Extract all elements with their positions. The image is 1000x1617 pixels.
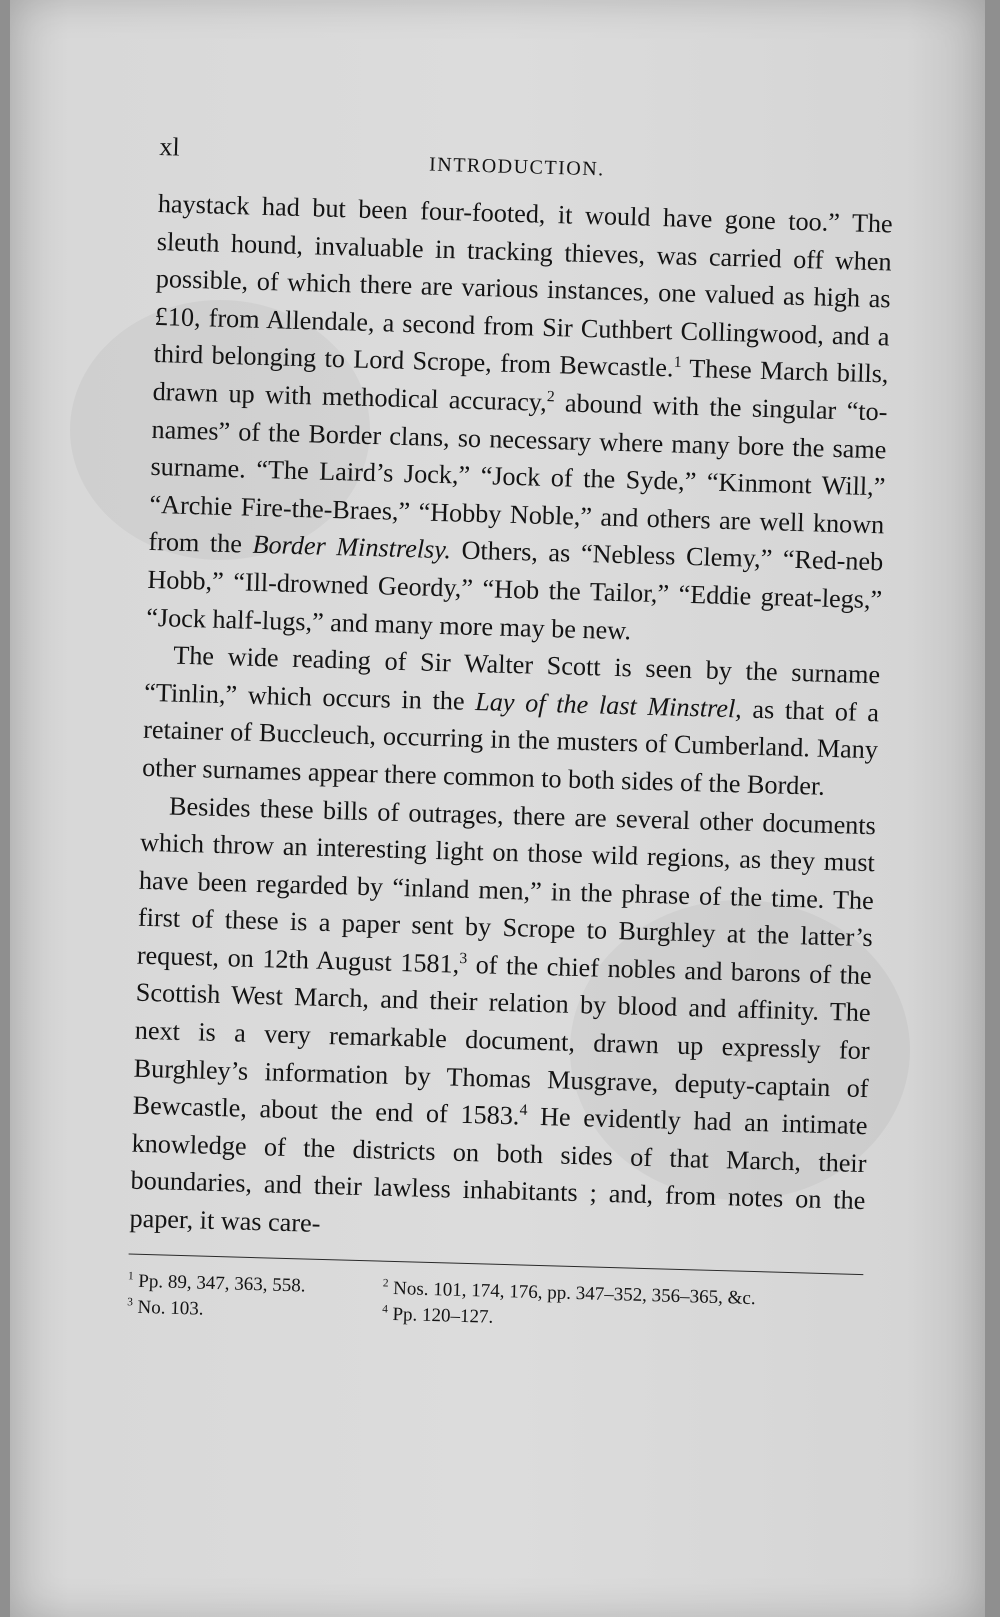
italic-title: Border Minstrelsy. — [252, 530, 452, 565]
footnote-reference: 1 — [673, 354, 682, 372]
body-text — [129, 185, 893, 1258]
text-run: abound with the singular “to-names” of the Border clans, so necessary where many bore the same surname. “The Laird’s Jock,” “Jock of the Syde,” “Kinmont Will,” “Archie Fire-the-Braes,” “Hobby Noble,” and others are well known from the — [148, 388, 888, 560]
text-run: The wide reading of Sir Walter Scott is seen by the surname “Tinlin,” which occurs in the — [143, 640, 881, 716]
footnote-text: Pp. 120–127. — [387, 1303, 494, 1328]
text-block — [127, 130, 895, 1341]
footnote-mark: 1 — [127, 1269, 134, 1283]
footnote-text: No. 103. — [132, 1296, 204, 1320]
book-page — [10, 0, 985, 1617]
page-number: xl — [159, 131, 181, 162]
text-run: as that of a retainer of Buccleuch, occurring in the musters of Cumberland. Many other surnames appear there common to both sides of the Border. — [141, 694, 880, 801]
text-run: Others, as “Nebless Clemy,” “Red-neb Hobb,” “Ill-drowned Geordy,” “Hob the Tailor,” “Eddie great-legs,” “Jock half-lugs,” and many more may be new. — [145, 535, 884, 645]
footnote-text: Nos. 101, 174, 176, pp. 347–352, 356–365, &c. — [388, 1277, 756, 1309]
footnote-text: Pp. 89, 347, 363, 558. — [133, 1270, 306, 1297]
footnote-mark: 4 — [382, 1302, 389, 1316]
footnote-reference: 4 — [519, 1101, 528, 1120]
text-run: haystack had but been four-footed, it would have gone too.” The sleuth hound, invaluable in tracking thieves, was carried off when possible, of which there are various instances, one valued as high as £10, from Allendale, a second from Sir Cuthbert Collingwood, and a third belonging to Lord Scrope, from Bewcastle. — [153, 188, 894, 383]
italic-title: Lay of the last Minstrel, — [474, 686, 743, 724]
text-run: He evidently had an intimate knowledge of the districts on both sides of that March, their boundaries, and their lawless inhabitants ; and, from notes on the paper, it was care- — [129, 1101, 868, 1238]
text-run: of the chief nobles and barons of the Scottish West March, and their relation by blood and affinity. The next is a very remarkable document, drawn up expressly for Burghley’s information by Thomas Musgrave, deputy-captain of Bewcastle, about the end of 1583. — [132, 949, 873, 1131]
paragraph — [142, 636, 881, 807]
footnotes — [127, 1268, 863, 1341]
footnote-reference: 2 — [546, 388, 555, 406]
footnote-mark: 3 — [127, 1295, 134, 1308]
text-run: Besides these bills of outrages, there are several other documents which throw an interesting light on those wild regions, as they must have been regarded by “inland men,” in the phrase of the time. The first of these is a paper sent by Scrope to Burghley at the latter’s request, on 12th August 1581, — [136, 791, 877, 979]
footnote-mark: 2 — [382, 1276, 389, 1290]
paragraph — [129, 786, 876, 1257]
footnote-reference: 3 — [459, 949, 468, 968]
text-run: These March bills, drawn up with methodical accuracy, — [152, 354, 889, 417]
paragraph — [146, 185, 893, 656]
running-head: INTRODUCTION. — [428, 153, 605, 181]
